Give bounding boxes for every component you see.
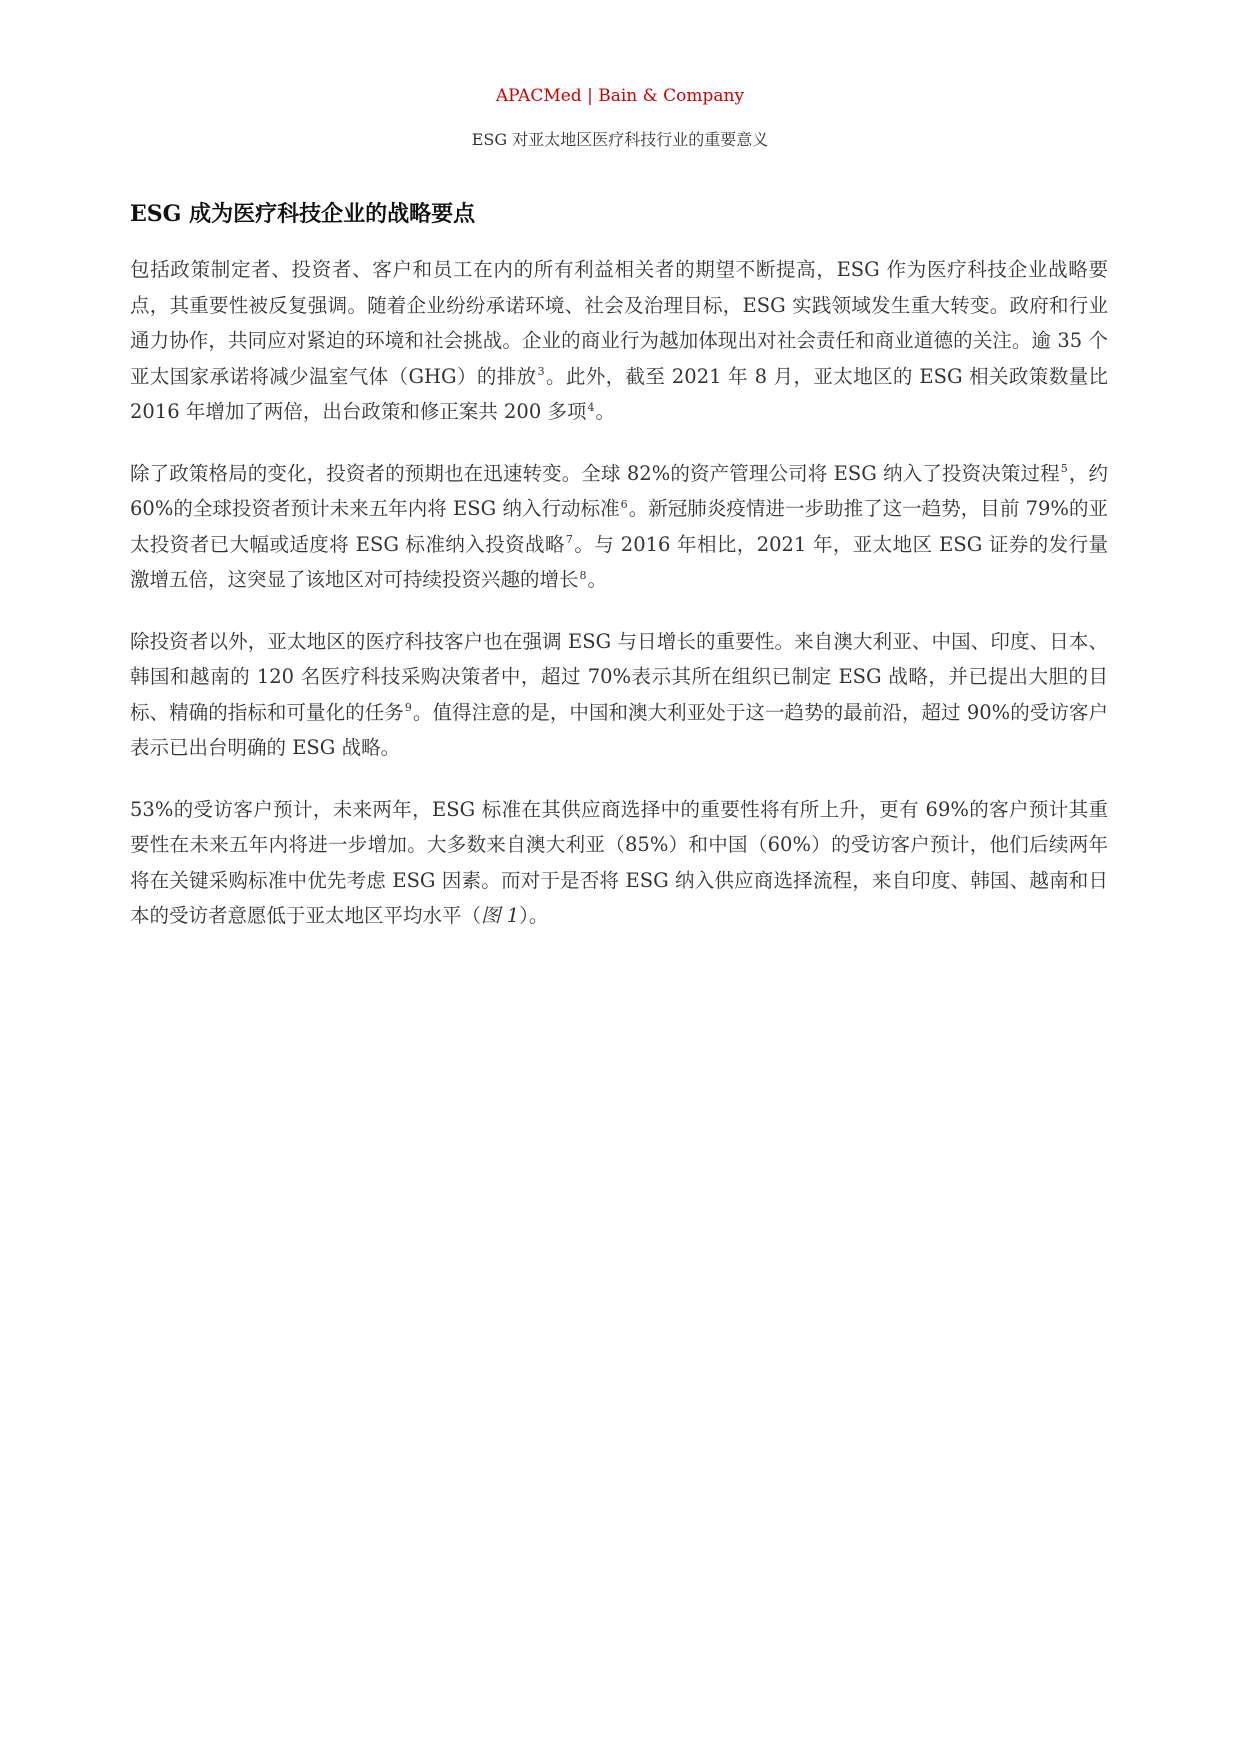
section-heading: ESG 成为医疗科技企业的战略要点 xyxy=(130,201,476,227)
footnote-ref: 8 xyxy=(579,568,587,582)
paragraph-text: 。值得注意的是，中国和澳大利亚处于这一趋势的最前沿，超过 90%的受访客户表示已出台明确的 ESG 战略。 xyxy=(130,700,1108,759)
header-subtitle: ESG 对亚太地区医疗科技行业的重要意义 xyxy=(471,130,769,149)
paragraph-text: ）。 xyxy=(519,904,549,927)
paragraph-text: 除投资者以外，亚太地区的医疗科技客户也在强调 ESG 与日增长的重要性。来自澳大利亚、中国、印度、日本、韩国和越南的 120 名医疗科技采购决策者中，超过 70%表示其所在组织已制定 ESG 战略，并已提出大胆的目标、精确的指标和可量化的任务 xyxy=(130,629,1108,724)
paragraph-supplier-selection xyxy=(130,792,1108,934)
paragraph-text: 包括政策制定者、投资者、客户和员工在内的所有利益相关者的期望不断提高，ESG 作为医疗科技企业战略要点，其重要性被反复强调。随着企业纷纷承诺环境、社会及治理目标，ESG 实践领域发生重大转变。政府和行业通力协作，共同应对紧迫的环境和社会挑战。企业的商业行为越加体现出对社会责任和商业道德的关注。逾 35 个亚太国家承诺将减少温室气体（GHG）的排放 xyxy=(130,258,1108,388)
paragraph-text: 。此外，截至 2021 年 8 月，亚太地区的 ESG 相关政策数量比 2016 年增加了两倍，出台政策和修正案共 200 多项 xyxy=(130,364,1108,423)
paragraph-text: 除了政策格局的变化，投资者的预期也在迅速转变。全球 82%的资产管理公司将 ESG 纳入了投资决策过程 xyxy=(130,461,1060,485)
footnote-ref: 5 xyxy=(1060,462,1068,475)
paragraph-text: 。与 2016 年相比，2021 年，亚太地区 ESG 证券的发行量激增五倍，这突显了该地区对可持续投资兴趣的增长 xyxy=(130,532,1108,591)
paragraph-policy xyxy=(130,252,1108,430)
paragraph-text: 53%的受访客户预计，未来两年，ESG 标准在其供应商选择中的重要性将有所上升，更有 69%的客户预计其重要性在未来五年内将进一步增加。大多数来自澳大利亚（85%）和中国（60%）的受访客户预计，他们后续两年将在关键采购标准中优先考虑 ESG 因素。而对于是否将 ESG 纳入供应商选择流程，来自印度、韩国、越南和日本的受访者意愿低于亚太地区平均水平（ xyxy=(130,797,1108,927)
footnote-ref: 3 xyxy=(537,365,545,378)
paragraph-text: 。 xyxy=(595,400,615,423)
footnote-ref: 9 xyxy=(404,701,412,714)
paragraph-text: ，约 60%的全球投资者预计未来五年内将 ESG 纳入行动标准 xyxy=(130,461,1108,520)
paragraph-text: 。 xyxy=(587,568,608,591)
paragraph-text: 。新冠肺炎疫情进一步助推了这一趋势，目前 79%的亚太投资者已大幅或适度将 ESG 标准纳入投资战略 xyxy=(130,497,1108,556)
footnote-ref: 6 xyxy=(620,497,628,511)
paragraph-investors xyxy=(130,456,1108,598)
footnote-ref: 4 xyxy=(587,400,595,414)
paragraph-customers xyxy=(130,624,1108,766)
main-content xyxy=(130,198,1108,960)
figure-reference: 图 1 xyxy=(481,904,520,927)
footnote-ref: 7 xyxy=(565,533,573,546)
header-brand: APACMed | Bain & Company xyxy=(495,86,745,106)
